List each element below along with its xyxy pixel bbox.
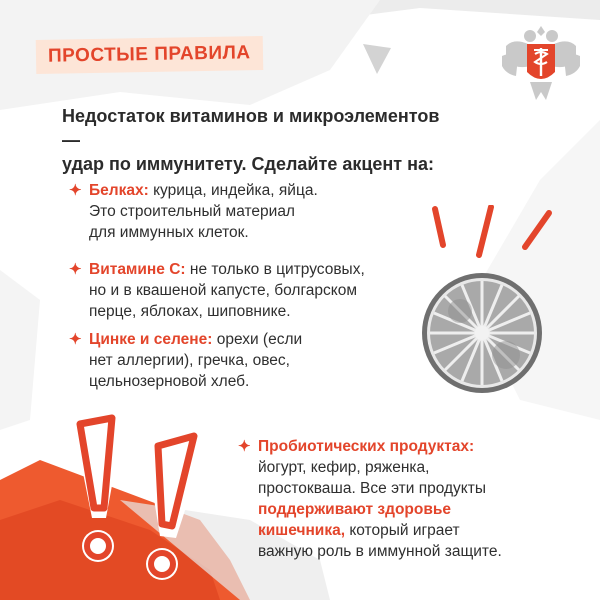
intro-line-2: удар по иммунитету. Сделайте акцент на: xyxy=(62,154,434,174)
burst-lines-icon xyxy=(425,205,565,265)
emblem-icon xyxy=(500,16,582,106)
item-text: цельнозерновой хлеб. xyxy=(89,373,250,390)
list-item-vitamin-c xyxy=(69,259,409,322)
item-highlight: поддерживают здоровье xyxy=(258,501,452,518)
exclamation-marks-icon xyxy=(64,406,224,596)
bullet-star-icon: ✦ xyxy=(69,261,82,278)
item-text: курица, индейка, яйца. xyxy=(148,182,318,199)
header-title: ПРОСТЫЕ ПРАВИЛА xyxy=(47,42,251,67)
item-text: нет аллергии), гречка, овес, xyxy=(89,352,290,369)
intro-line-1: Недостаток витаминов и микроэлементов — xyxy=(62,106,440,150)
item-text: не только в цитрусовых, xyxy=(185,261,365,278)
header-badge xyxy=(36,36,263,74)
orange-slice-icon xyxy=(420,271,544,395)
intro-text xyxy=(62,104,462,176)
bullet-star-icon: ✦ xyxy=(69,182,82,199)
paper-shard-icon xyxy=(355,40,395,80)
item-highlight: кишечника, xyxy=(258,522,346,539)
list-item-proteins xyxy=(69,180,389,243)
item-highlight: Витамине С: xyxy=(89,261,186,278)
bullet-star-icon: ✦ xyxy=(238,438,251,455)
item-highlight: Цинке и селене: xyxy=(89,331,213,348)
list-item-probiotics xyxy=(238,436,558,562)
item-text: важную роль в иммунной защите. xyxy=(258,543,502,560)
item-text: для иммунных клеток. xyxy=(89,224,249,241)
item-text: орехи (если xyxy=(212,331,303,348)
item-text: перце, яблоках, шиповнике. xyxy=(89,303,291,320)
item-text: простокваша. Все эти продукты xyxy=(258,480,486,497)
item-highlight: Белках: xyxy=(89,182,149,199)
list-item-zinc-selenium xyxy=(69,329,399,392)
item-text: йогурт, кефир, ряженка, xyxy=(258,459,430,476)
item-text: который играет xyxy=(345,522,460,539)
item-text: Это строительный материал xyxy=(89,203,295,220)
item-text: но и в квашеной капусте, болгарском xyxy=(89,282,358,299)
item-highlight: Пробиотических продуктах: xyxy=(258,438,475,455)
bullet-star-icon: ✦ xyxy=(69,331,82,348)
